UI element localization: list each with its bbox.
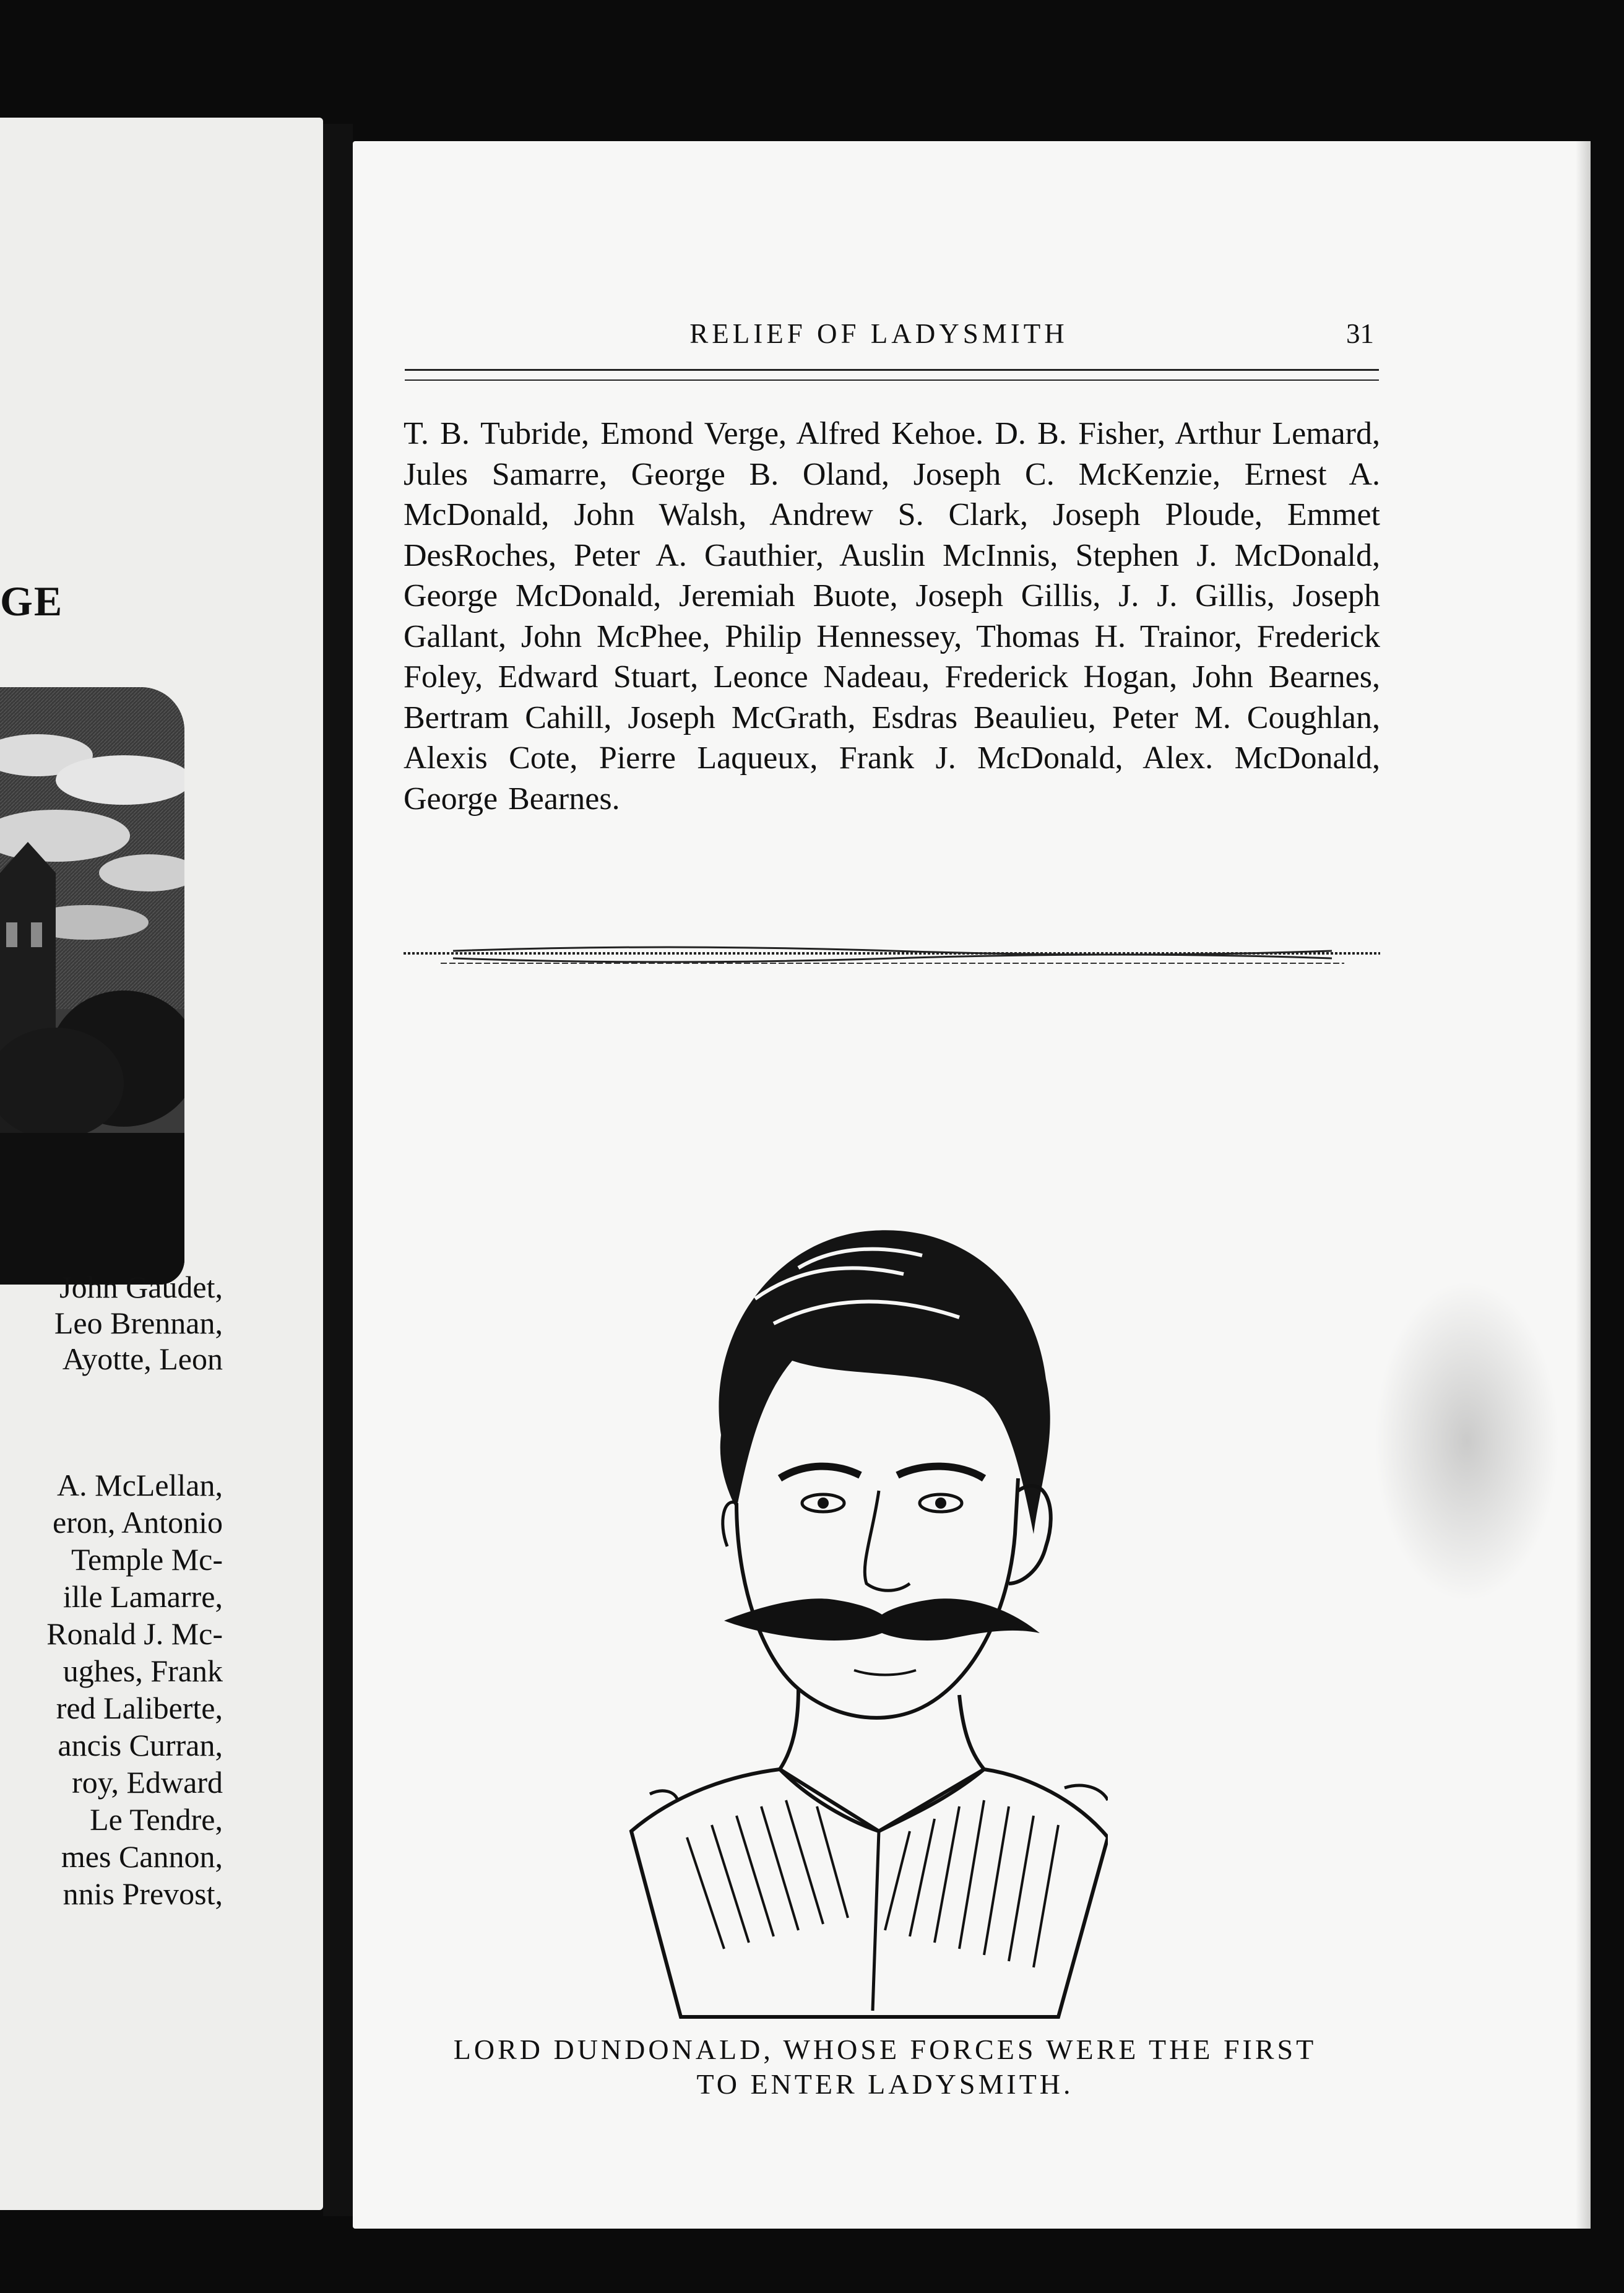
previous-page-line: red Laliberte, bbox=[56, 1691, 223, 1725]
portrait-drawing bbox=[613, 1212, 1108, 2023]
previous-page-line: A. McLellan, bbox=[57, 1468, 223, 1502]
caption-line-2: TO ENTER LADYSMITH. bbox=[696, 2068, 1074, 2100]
previous-page-line: John Gaudet, bbox=[59, 1270, 223, 1304]
previous-page-line: ancis Curran, bbox=[58, 1728, 223, 1762]
previous-page-line: Leo Brennan, bbox=[54, 1306, 223, 1340]
illustration-caption bbox=[387, 2032, 1383, 2102]
previous-page-line: Le Tendre, bbox=[90, 1802, 223, 1837]
page-number: 31 bbox=[1346, 318, 1374, 349]
caption-line-1: LORD DUNDONALD, WHOSE FORCES WERE THE FIRST bbox=[453, 2034, 1317, 2065]
previous-page-line: Temple Mc- bbox=[71, 1542, 223, 1577]
ornamental-divider bbox=[404, 940, 1380, 977]
previous-page-photo bbox=[0, 687, 184, 1285]
previous-page-line: nnis Prevost, bbox=[63, 1876, 223, 1911]
header-double-rule bbox=[405, 369, 1379, 381]
book-spine bbox=[323, 124, 353, 2216]
previous-page-line: ille Lamarre, bbox=[63, 1579, 223, 1614]
portrait-illustration bbox=[613, 1212, 1108, 2023]
page-smudge bbox=[1374, 1280, 1560, 1602]
name-list-paragraph: T. B. Tubride, Emond Verge, Alfred Kehoe. D. B. Fisher, Arthur Lemard, Jules Samarre, George B. Oland, Joseph C. McKenzie, Ernest A. McDonald, John Walsh, Andrew S. Clark, Joseph Ploude, Emmet DesRoches, Peter A. Gauthier, Auslin McInnis, Stephen J. McDonald, George McDonald, Jeremiah Buote, Joseph Gillis, J. J. Gillis, Joseph Gallant, John McPhee, Philip Hennessey, Thomas H. Trainor, Frederick Foley, Edward Stuart, Leonce Nadeau, Frederick Hogan, John Bearnes, Bertram Cahill, Joseph McGrath, Esdras Beaulieu, Peter M. Coughlan, Alexis Cote, Pierre Laqueux, Frank J. McDonald, Alex. McDonald, George Bearnes. bbox=[404, 416, 1380, 817]
running-head: RELIEF OF LADYSMITH bbox=[689, 318, 1068, 349]
previous-page-heading-fragment: GE bbox=[0, 578, 64, 625]
previous-page-line: roy, Edward bbox=[72, 1765, 223, 1800]
book-page bbox=[353, 141, 1591, 2229]
previous-page-line: Ayotte, Leon bbox=[62, 1342, 223, 1376]
previous-page bbox=[0, 118, 323, 2210]
previous-page-line: mes Cannon, bbox=[61, 1839, 223, 1874]
previous-page-line: ughes, Frank bbox=[63, 1654, 223, 1688]
previous-page-line: Ronald J. Mc- bbox=[46, 1616, 223, 1651]
previous-page-line: eron, Antonio bbox=[53, 1505, 223, 1540]
